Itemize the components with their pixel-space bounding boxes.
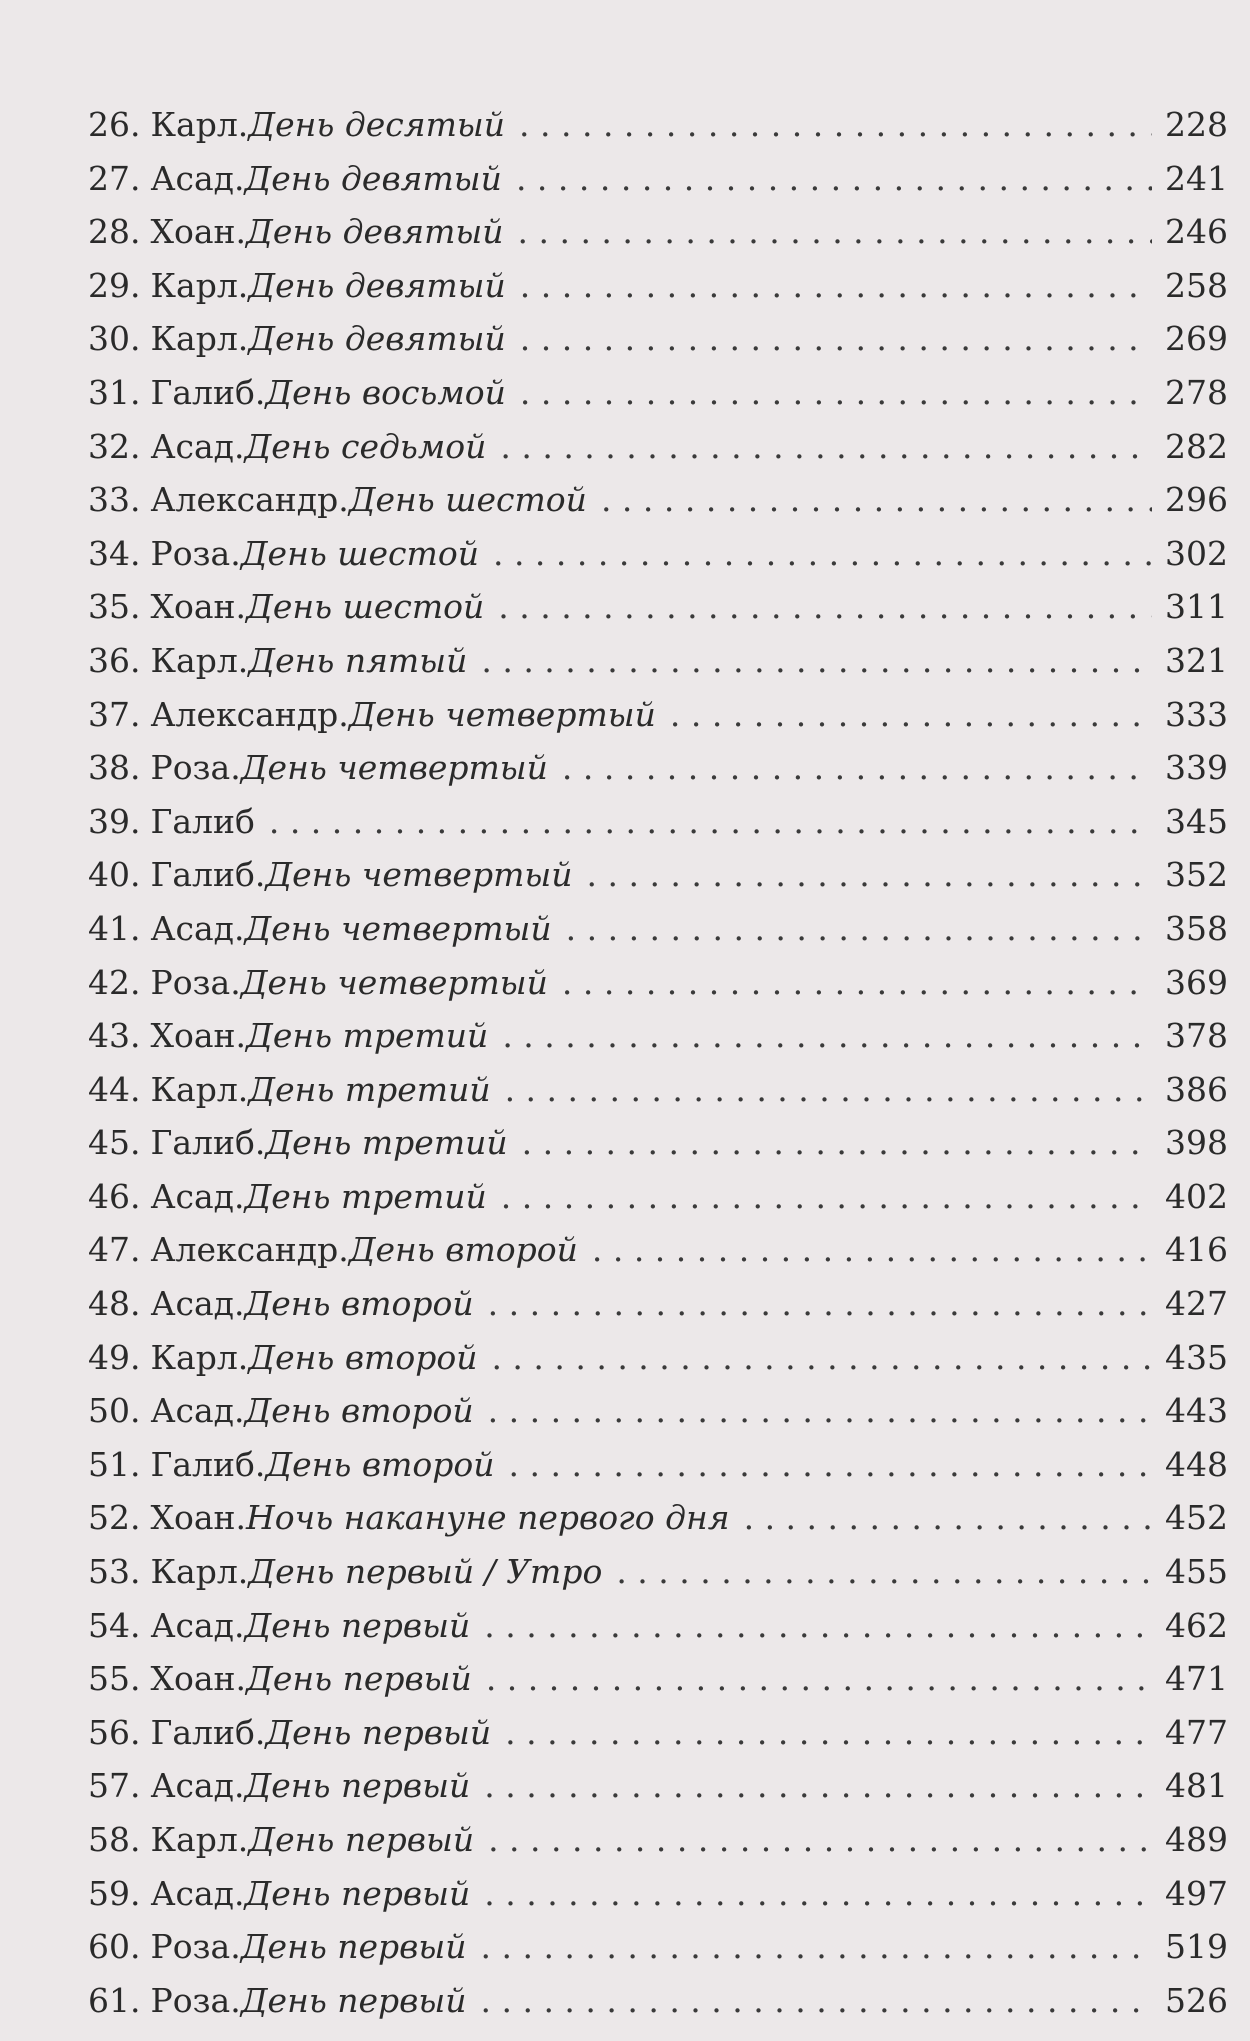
toc-entry-33	[88, 1813, 1228, 1867]
dot-leader	[592, 1223, 1152, 1277]
dot-leader	[616, 1545, 1152, 1599]
toc-entry-12	[88, 688, 1228, 742]
chapter-character: Хоан.	[150, 1016, 247, 1056]
chapter-number: 41.	[88, 908, 141, 948]
toc-entry-21	[88, 1170, 1228, 1224]
page-number: 321	[1165, 640, 1228, 680]
chapter-character: Карл.	[150, 1069, 249, 1109]
chapter-day: День третий	[244, 1176, 487, 1216]
chapter-number: 33.	[88, 480, 141, 520]
dot-leader	[500, 420, 1152, 474]
chapter-day: День третий	[265, 1123, 508, 1163]
chapter-day: День первый	[244, 1873, 471, 1913]
dot-leader	[486, 1652, 1152, 1706]
dot-leader	[488, 1813, 1152, 1867]
page-number: 386	[1165, 1069, 1228, 1109]
chapter-day: День третий	[246, 1016, 489, 1056]
chapter-day: День первый	[244, 1766, 471, 1806]
toc-entry-16	[88, 902, 1228, 956]
chapter-number: 61.	[88, 1980, 141, 2020]
dot-leader	[269, 795, 1152, 849]
chapter-day: День первый	[240, 1927, 467, 1967]
chapter-character: Асад.	[150, 158, 245, 198]
chapter-character: Александр.	[150, 480, 349, 520]
chapter-character: Роза.	[150, 962, 241, 1002]
page-number: 435	[1165, 1337, 1228, 1377]
page-number: 452	[1165, 1498, 1228, 1538]
chapter-day: День первый	[240, 1980, 467, 2020]
chapter-day: День девятый	[248, 265, 506, 305]
page-number: 228	[1165, 105, 1228, 144]
chapter-number: 57.	[88, 1766, 141, 1806]
page-number: 526	[1165, 1980, 1228, 2020]
chapter-number: 52.	[88, 1498, 141, 1538]
dot-leader	[501, 1170, 1152, 1224]
chapter-day: День девятый	[248, 319, 506, 359]
chapter-day: День четвертый	[265, 855, 573, 895]
page-number: 398	[1165, 1123, 1228, 1163]
chapter-character: Асад.	[150, 1391, 245, 1431]
dot-leader	[562, 956, 1152, 1010]
toc-entry-34	[88, 1867, 1228, 1921]
dot-leader	[520, 312, 1152, 366]
chapter-character: Роза.	[150, 748, 241, 788]
chapter-day: День десятый	[248, 105, 506, 144]
chapter-character: Роза.	[150, 1980, 241, 2020]
page-number: 246	[1165, 212, 1228, 252]
chapter-character: Александр.	[150, 694, 349, 734]
toc-entry-10	[88, 580, 1228, 634]
chapter-character: Карл.	[150, 1820, 249, 1859]
page-number: 462	[1165, 1605, 1228, 1645]
chapter-number: 29.	[88, 265, 141, 305]
page-number: 378	[1165, 1016, 1228, 1056]
dot-leader	[498, 580, 1152, 634]
chapter-day: День шестой	[240, 533, 479, 573]
page-number: 278	[1165, 372, 1228, 412]
chapter-number: 28.	[88, 212, 141, 252]
dot-leader	[520, 366, 1152, 420]
dot-leader	[493, 527, 1152, 581]
chapter-number: 46.	[88, 1176, 141, 1216]
page-number: 416	[1165, 1230, 1228, 1270]
chapter-character: Александр.	[150, 1230, 349, 1270]
page-number: 443	[1165, 1391, 1228, 1431]
toc-entry-22	[88, 1223, 1228, 1277]
dot-leader	[522, 1116, 1152, 1170]
chapter-character: Карл.	[150, 105, 249, 144]
chapter-character: Карл.	[150, 319, 249, 359]
page-number: 489	[1165, 1820, 1228, 1859]
chapter-number: 43.	[88, 1016, 141, 1056]
chapter-character: Роза.	[150, 533, 241, 573]
chapter-number: 54.	[88, 1605, 141, 1645]
chapter-day: День первый	[246, 1659, 472, 1699]
chapter-number: 26.	[88, 105, 141, 144]
chapter-number: 42.	[88, 962, 141, 1002]
chapter-number: 58.	[88, 1820, 141, 1859]
chapter-day: День четвертый	[244, 908, 552, 948]
dot-leader	[520, 259, 1152, 313]
chapter-day: День шестой	[246, 587, 485, 627]
toc-entry-20	[88, 1116, 1228, 1170]
toc-entry-35	[88, 1920, 1228, 1974]
toc-entry-1	[88, 98, 1228, 152]
dot-leader	[488, 1384, 1152, 1438]
chapter-day: День второй	[244, 1284, 474, 1324]
dot-leader	[491, 1331, 1152, 1385]
dot-leader	[488, 1277, 1152, 1331]
toc-entry-11	[88, 634, 1228, 688]
dot-leader	[670, 688, 1152, 742]
toc-entry-25	[88, 1384, 1228, 1438]
toc-entry-18	[88, 1009, 1228, 1063]
dot-leader	[519, 98, 1152, 152]
dot-leader	[566, 902, 1152, 956]
dot-leader	[516, 152, 1152, 206]
chapter-character: Галиб.	[150, 1712, 266, 1752]
page-number: 358	[1165, 908, 1228, 948]
chapter-character: Роза.	[150, 1927, 241, 1967]
chapter-character: Галиб.	[150, 855, 266, 895]
toc-entry-14	[88, 795, 1228, 849]
chapter-character: Галиб.	[150, 372, 266, 412]
dot-leader	[562, 741, 1152, 795]
chapter-number: 40.	[88, 855, 141, 895]
chapter-day: День четвертый	[240, 962, 548, 1002]
toc-entry-30	[88, 1652, 1228, 1706]
toc-entry-17	[88, 956, 1228, 1010]
chapter-character: Карл.	[150, 1337, 249, 1377]
chapter-day: День второй	[248, 1337, 478, 1377]
chapter-character: Асад.	[150, 1873, 245, 1913]
chapter-day: День первый	[244, 1605, 471, 1645]
chapter-number: 39.	[88, 801, 141, 841]
chapter-character: Асад.	[150, 1176, 245, 1216]
chapter-number: 27.	[88, 158, 141, 198]
page-number: 369	[1165, 962, 1228, 1002]
chapter-character: Хоан.	[150, 1498, 247, 1538]
chapter-number: 34.	[88, 533, 141, 573]
toc-entry-24	[88, 1331, 1228, 1385]
page-number: 302	[1165, 533, 1228, 573]
dot-leader	[601, 473, 1152, 527]
chapter-character: Асад.	[150, 1766, 245, 1806]
chapter-number: 36.	[88, 640, 141, 680]
chapter-character: Галиб.	[150, 1444, 266, 1484]
chapter-number: 59.	[88, 1873, 141, 1913]
toc-entry-2	[88, 152, 1228, 206]
dot-leader	[484, 1759, 1152, 1813]
chapter-number: 55.	[88, 1659, 141, 1699]
toc-entry-26	[88, 1438, 1228, 1492]
toc-entry-31	[88, 1706, 1228, 1760]
dot-leader	[587, 848, 1152, 902]
dot-leader	[505, 1063, 1152, 1117]
dot-leader	[481, 634, 1152, 688]
dot-leader	[518, 205, 1153, 259]
chapter-day: День седьмой	[244, 426, 487, 466]
page-number: 333	[1165, 694, 1228, 734]
toc-entry-8	[88, 473, 1228, 527]
page-number: 352	[1165, 855, 1228, 895]
chapter-character: Асад.	[150, 1284, 245, 1324]
toc-entry-3	[88, 205, 1228, 259]
chapter-number: 48.	[88, 1284, 141, 1324]
page-number: 481	[1165, 1766, 1228, 1806]
dot-leader	[744, 1491, 1152, 1545]
chapter-character: Карл.	[150, 1552, 249, 1592]
dot-leader	[505, 1706, 1152, 1760]
toc-entry-6	[88, 366, 1228, 420]
dot-leader	[481, 1974, 1152, 2028]
chapter-character: Асад.	[150, 426, 245, 466]
chapter-character: Асад.	[150, 908, 245, 948]
page-number: 455	[1165, 1552, 1228, 1592]
chapter-day: День первый	[248, 1820, 475, 1859]
chapter-number: 45.	[88, 1123, 141, 1163]
dot-leader	[484, 1599, 1152, 1653]
chapter-number: 53.	[88, 1552, 141, 1592]
chapter-character: Хоан.	[150, 587, 247, 627]
toc-entry-5	[88, 312, 1228, 366]
toc-entry-7	[88, 420, 1228, 474]
dot-leader	[481, 1920, 1152, 1974]
chapter-day: День шестой	[348, 480, 587, 520]
page-number: 311	[1165, 587, 1228, 627]
toc-entry-29	[88, 1599, 1228, 1653]
page-number: 402	[1165, 1176, 1228, 1216]
dot-leader	[502, 1009, 1152, 1063]
chapter-number: 47.	[88, 1230, 141, 1270]
chapter-number: 56.	[88, 1712, 141, 1752]
page-number: 497	[1165, 1873, 1228, 1913]
chapter-day: День восьмой	[265, 372, 506, 412]
toc-entry-32	[88, 1759, 1228, 1813]
chapter-number: 35.	[88, 587, 141, 627]
page-number: 258	[1165, 265, 1228, 305]
chapter-number: 37.	[88, 694, 141, 734]
toc-entry-36	[88, 1974, 1228, 2028]
page-number: 269	[1165, 319, 1228, 359]
page-number: 519	[1165, 1927, 1228, 1967]
toc-entry-23	[88, 1277, 1228, 1331]
chapter-number: 32.	[88, 426, 141, 466]
page-number: 241	[1165, 158, 1228, 198]
page-number: 296	[1165, 480, 1228, 520]
toc-entry-9	[88, 527, 1228, 581]
chapter-character: Галиб.	[150, 1123, 266, 1163]
chapter-number: 38.	[88, 748, 141, 788]
page-number: 477	[1165, 1712, 1228, 1752]
chapter-number: 49.	[88, 1337, 141, 1377]
chapter-number: 50.	[88, 1391, 141, 1431]
chapter-day: День четвертый	[348, 694, 656, 734]
chapter-number: 30.	[88, 319, 141, 359]
chapter-day: День девятый	[244, 158, 502, 198]
toc-entry-13	[88, 741, 1228, 795]
table-of-contents	[88, 98, 1228, 2027]
chapter-day: День второй	[348, 1230, 578, 1270]
toc-entry-19	[88, 1063, 1228, 1117]
page-number: 471	[1165, 1659, 1228, 1699]
chapter-day: День первый	[265, 1712, 492, 1752]
page-number: 448	[1165, 1444, 1228, 1484]
page-number: 427	[1165, 1284, 1228, 1324]
toc-entry-28	[88, 1545, 1228, 1599]
toc-entry-15	[88, 848, 1228, 902]
chapter-character: Карл.	[150, 640, 249, 680]
dot-leader	[484, 1867, 1152, 1921]
chapter-day: День четвертый	[240, 748, 548, 788]
chapter-day: День второй	[265, 1444, 495, 1484]
chapter-number: 44.	[88, 1069, 141, 1109]
chapter-day: Ночь накануне первого дня	[246, 1498, 730, 1538]
chapter-character: Хоан.	[150, 1659, 247, 1699]
page-number: 345	[1165, 801, 1228, 841]
chapter-day: День первый / Утро	[248, 1552, 603, 1592]
chapter-character: Хоан.	[150, 212, 247, 252]
chapter-day: День девятый	[246, 212, 504, 252]
dot-leader	[509, 1438, 1153, 1492]
chapter-character: Карл.	[150, 265, 249, 305]
chapter-day: День второй	[244, 1391, 474, 1431]
page-number: 282	[1165, 426, 1228, 466]
chapter-day: День третий	[248, 1069, 491, 1109]
page-number: 339	[1165, 748, 1228, 788]
toc-entry-27	[88, 1491, 1228, 1545]
chapter-character: Галиб	[150, 801, 255, 841]
chapter-character: Асад.	[150, 1605, 245, 1645]
toc-entry-4	[88, 259, 1228, 313]
chapter-number: 60.	[88, 1927, 141, 1967]
chapter-day: День пятый	[248, 640, 468, 680]
chapter-number: 31.	[88, 372, 141, 412]
chapter-number: 51.	[88, 1444, 141, 1484]
